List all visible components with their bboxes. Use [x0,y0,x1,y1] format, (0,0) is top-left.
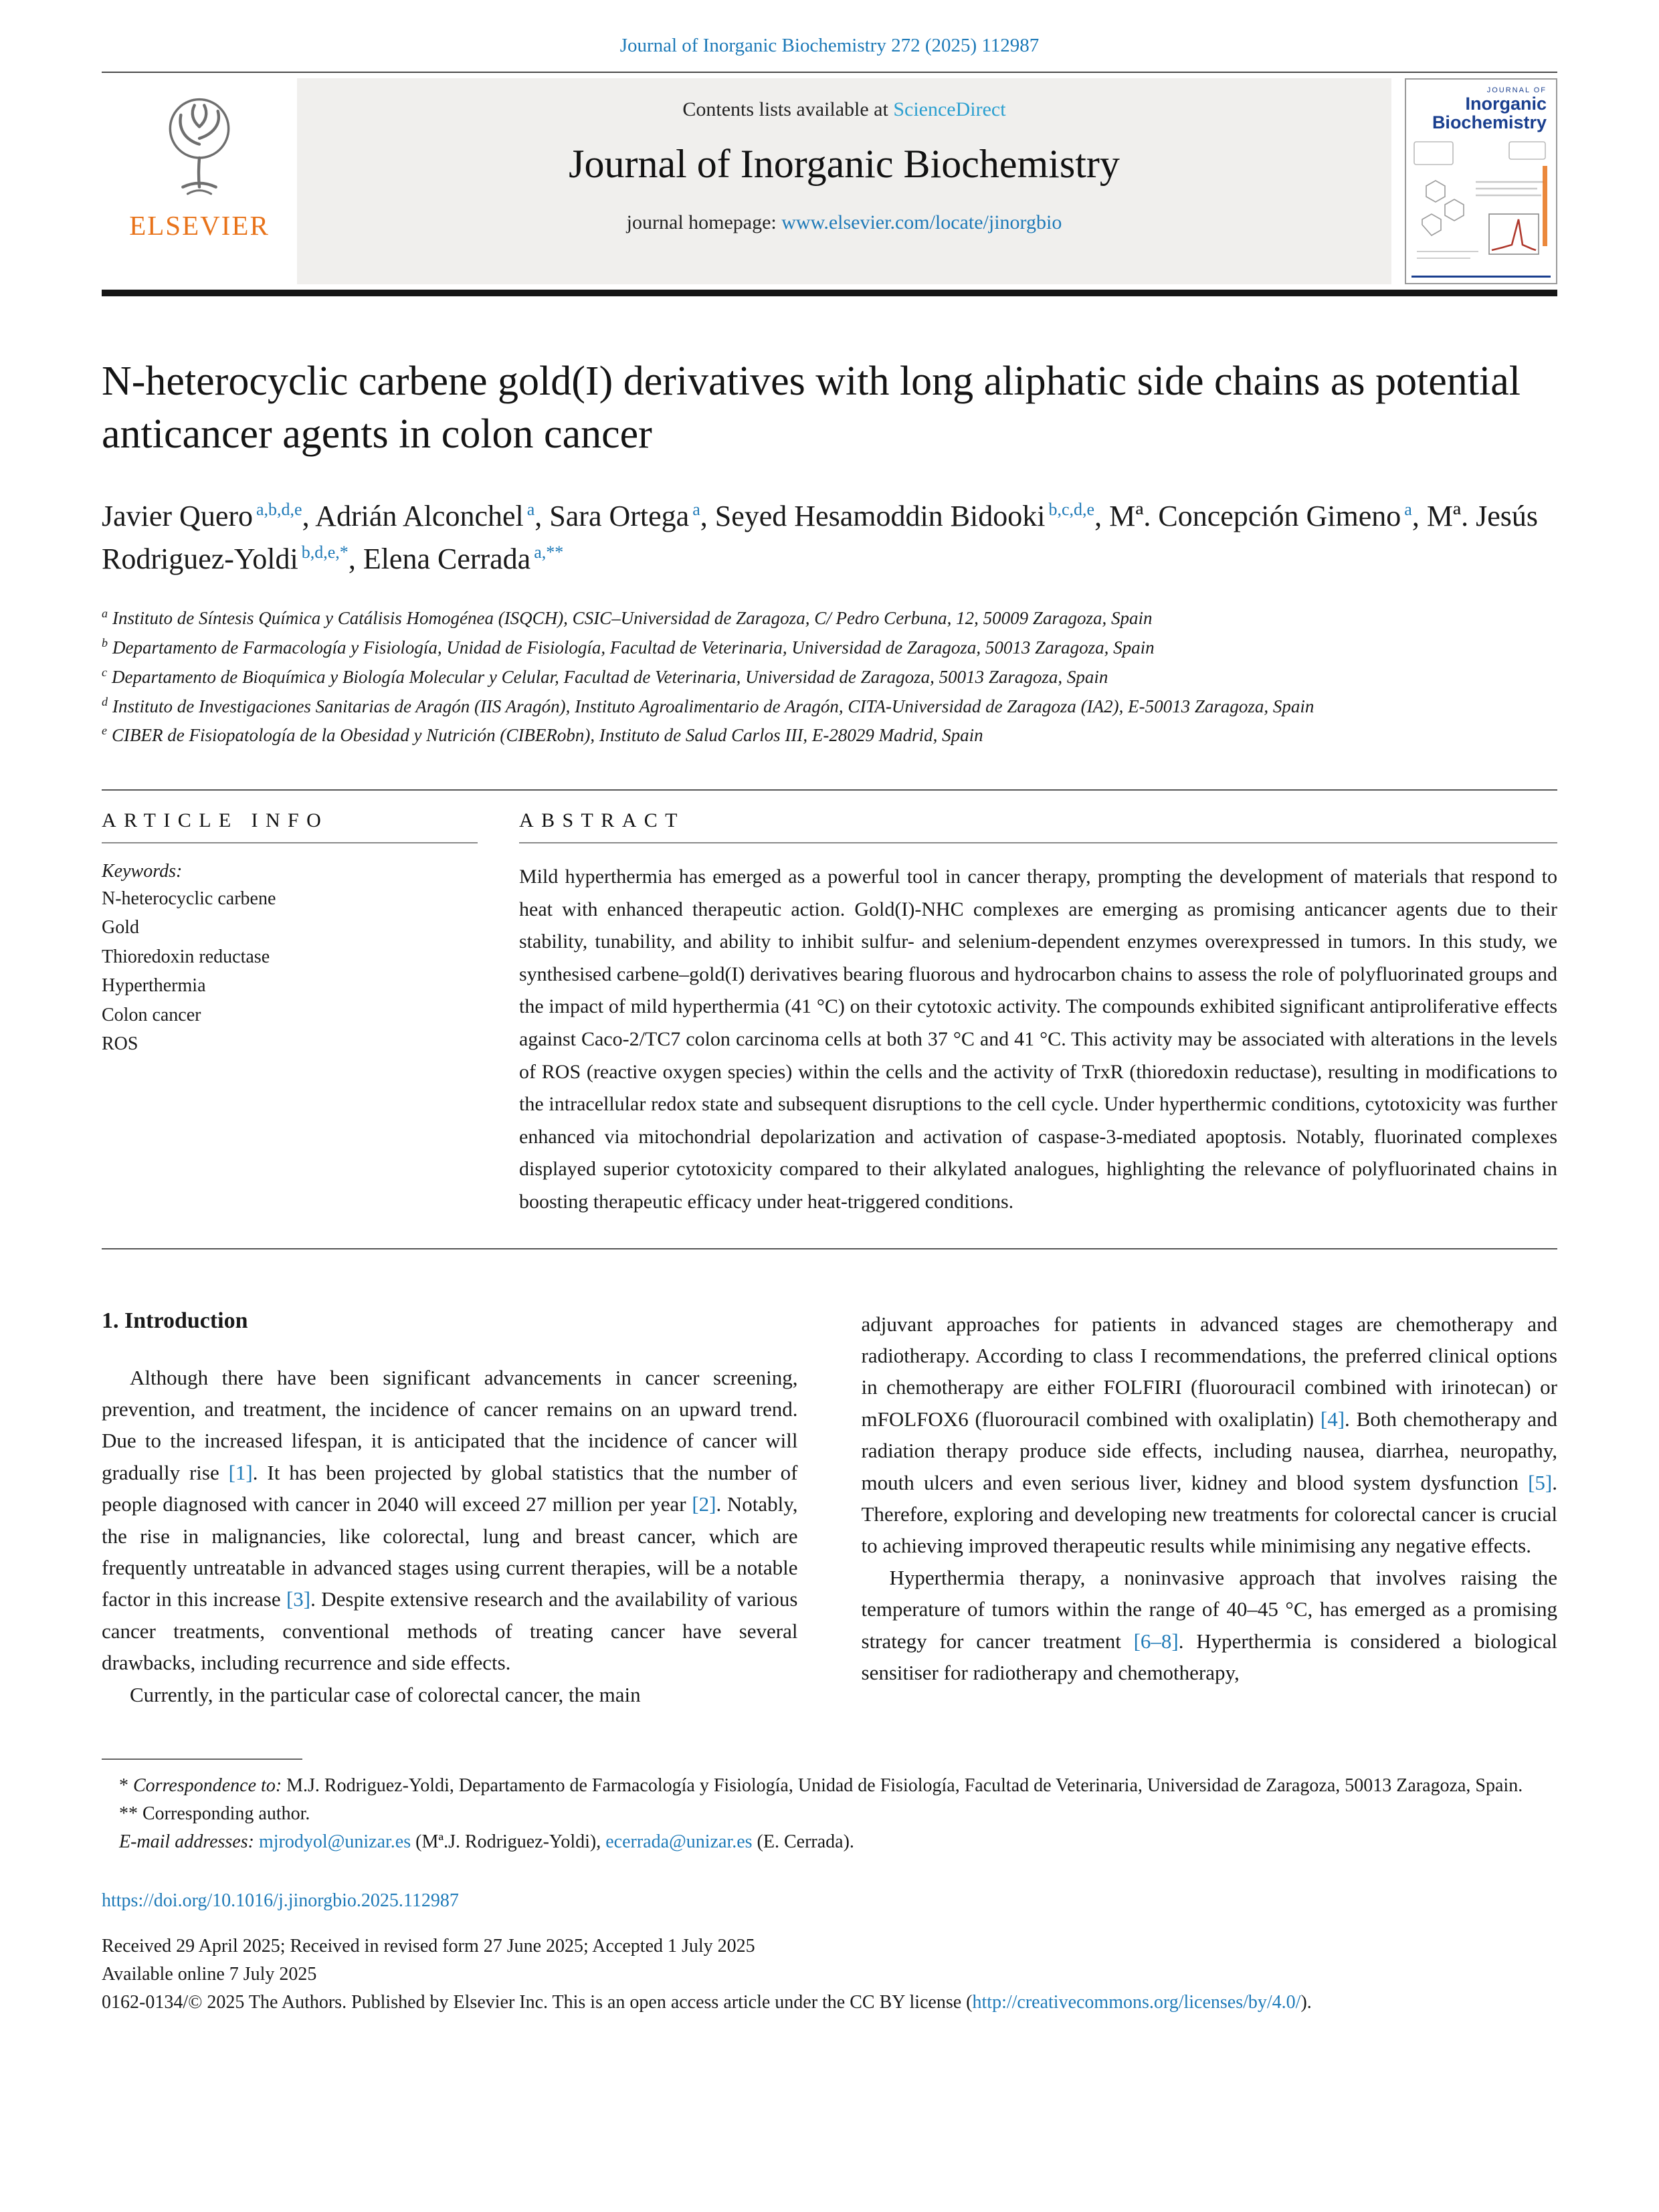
affiliation [102,663,1557,692]
inline-link[interactable]: ecerrada@unizar.es [605,1831,753,1853]
affiliation-text: Departamento de Bioquímica y Biología Molecular y Celular, Facultad de Veterinaria, Universidad de Zaragoza, 50013 Zaragoza, Spain [112,666,1108,687]
homepage-line [313,211,1375,234]
article-info-heading: ARTICLE INFO [102,809,478,843]
inline-link[interactable]: [3] [286,1587,311,1611]
text-run: . Despite extensive research and the availability of various cancer treatments, conventional methods of treating cancer have several drawbacks, including recurrence and side effects. [102,1587,798,1675]
text-run: M.J. Rodriguez-Yoldi, Departamento de Farmacología y Fisiología, Unidad de Fisiología, Facultad de Veterinaria, Universidad de Zaragoza, 50013 Zaragoza, Spain. [282,1775,1523,1797]
text-run: (E. Cerrada). [752,1831,854,1853]
journal-masthead [102,78,1557,284]
text-run: Currently, in the particular case of colorectal cancer, the main [130,1682,641,1706]
cover-title-line1: Inorganic [1465,94,1547,114]
sciencedirect-link[interactable]: ScienceDirect [893,98,1006,120]
author-affiliation-marker[interactable]: a [1404,500,1412,520]
keywords-list [102,884,478,1058]
affiliation-text: Departamento de Farmacología y Fisiología, Unidad de Fisiología, Facultad de Veterinaria, Universidad de Zaragoza, 50013 Zaragoza, Spain [112,637,1155,658]
text-run: . Notably, the rise in malignancies, like colorectal, lung and breast cancer, which are frequently untreatable in advanced stages using current therapies, will be a notable factor in this increase [102,1492,798,1611]
cover-art [1411,139,1551,274]
elsevier-logo[interactable] [102,78,297,284]
author-affiliation-marker[interactable]: b,c,d,e [1048,500,1095,520]
keyword: Hyperthermia [102,975,206,997]
body-column-left [102,1308,798,1711]
inline-link[interactable]: http://creativecommons.org/licenses/by/4.0/ [972,1992,1301,2013]
article-title: N-heterocyclic carbene gold(I) derivatives with long aliphatic side chains as potential anticancer agents in colon cancer [102,359,1521,458]
elsevier-tree-icon [146,88,253,208]
affiliation-text: Instituto de Investigaciones Sanitarias de Aragón (IIS Aragón), Instituto Agroalimentario de Aragón, CITA-Universidad de Zaragoza (IA2), E-50013 Zaragoza, Spain [112,696,1314,716]
cover-bottom-bar [1411,276,1551,278]
keyword: Gold [102,917,139,938]
correspondence-footnote [102,1772,1557,1800]
journal-cover-thumbnail[interactable] [1405,78,1557,284]
paragraph [862,1308,1558,1562]
corresponding-author-footnote [102,1800,1557,1828]
top-rule [102,72,1557,73]
text-run: . Hyperthermia is considered a biological sensitiser for radiotherapy and chemotherapy, [861,1629,1557,1685]
paragraph [102,1679,798,1710]
affiliation [102,721,1557,750]
text-run: . Therefore, exploring and developing new treatments for colorectal cancer is crucial to achieving improved therapeutic results while minimising any negative effects. [861,1470,1557,1558]
info-abstract-section [102,789,1557,1249]
author-affiliation-marker[interactable]: a,** [534,542,564,562]
available-online: Available online 7 July 2025 [102,1964,317,1985]
article-bottom-block [102,1887,1557,2017]
article-info-column [102,809,478,1219]
italic-label: E-mail addresses: [119,1831,254,1853]
affiliation-marker: c [102,665,107,679]
text-run: adjuvant approaches for patients in advanced stages are chemotherapy and radiotherapy. According to class I recommendations, the preferred clinical options in chemotherapy are either FOLFIRI (fluorouracil combined with irinotecan) or mFOLFOX6 (fluorouracil combined with oxaliplatin) [861,1312,1557,1431]
inline-link[interactable]: [6–8] [1133,1629,1179,1653]
elsevier-wordmark: ELSEVIER [129,210,270,241]
keyword: N-heterocyclic carbene [102,888,276,909]
text-run: Although there have been significant advancements in cancer screening, prevention, and treatment, the incidence of cancer remains on an upward trend. Due to the increased lifespan, it is anticipated that the incidence of cancer will gradually rise [102,1365,798,1484]
cover-title-line2: Biochemistry [1432,112,1547,133]
received-dates: Received 29 April 2025; Received in revised form 27 June 2025; Accepted 1 July 2025 [102,1936,755,1957]
author-affiliation-marker[interactable]: a [692,500,700,520]
paragraph [102,1362,798,1679]
inline-link[interactable]: [2] [692,1492,716,1516]
author-affiliation-marker[interactable]: a,b,d,e [256,500,302,520]
affiliation [102,604,1557,633]
author-list [102,495,1557,581]
footnotes [102,1772,1557,1856]
abstract-column [519,809,1557,1219]
masthead-center [297,78,1391,284]
masthead-divider-bar [102,290,1557,296]
footnote-rule [102,1758,302,1760]
body-columns [102,1308,1557,1711]
affiliation [102,692,1557,722]
affiliation-marker: d [102,694,108,708]
italic-label: Correspondence to: [133,1775,282,1797]
affiliation-marker: e [102,724,107,738]
inline-link[interactable]: [1] [228,1460,253,1484]
text-run: Javier Quero [102,499,254,532]
text-run: ). [1300,1992,1312,2013]
text-run: * [119,1775,133,1797]
keyword: Colon cancer [102,1004,201,1025]
cover-kicker: JOURNAL OF [1486,86,1547,94]
doi-link[interactable]: https://doi.org/10.1016/j.jinorgbio.2025.112987 [102,1890,459,1912]
left-column-paragraphs [102,1362,798,1711]
affiliation [102,633,1557,663]
affiliation-text: Instituto de Síntesis Química y Catálisis Homogénea (ISQCH), CSIC–Universidad de Zaragoza, C/ Pedro Cerbuna, 12, 50009 Zaragoza, Spain [112,608,1153,629]
text-run: . It has been projected by global statistics that the number of people diagnosed with cancer in 2040 will exceed 27 million per year [102,1460,798,1516]
text-run [254,1831,259,1852]
inline-link[interactable]: [5] [1528,1470,1553,1494]
copyright-line [102,1989,1557,2017]
text-run: 0162-0134/© 2025 The Authors. Published by Elsevier Inc. This is an open access article under the CC BY license ( [102,1992,973,2013]
running-head-citation[interactable]: Journal of Inorganic Biochemistry 272 (2025) 112987 [619,35,1040,56]
author-affiliation-marker[interactable]: b,d,e,* [301,542,349,562]
contents-line [313,98,1375,121]
text-run: , Sara Ortega [534,499,690,532]
keyword: Thioredoxin reductase [102,946,270,967]
text-run: (Mª.J. Rodriguez-Yoldi), [411,1831,606,1853]
keyword: ROS [102,1033,138,1054]
affiliation-list [102,604,1557,750]
affiliation-marker: b [102,636,108,650]
journal-title: Journal of Inorganic Biochemistry [569,142,1120,186]
text-run: , Mª. Jesús Rodriguez-Yoldi [102,499,1538,575]
section-heading-introduction: 1. Introduction [102,1308,248,1333]
text-run: , Adrián Alconchel [302,499,524,532]
homepage-prefix: journal homepage: [626,211,782,233]
affiliation-text: CIBER de Fisiopatología de la Obesidad y Nutrición (CIBERobn), Instituto de Salud Carlos III, E-28029 Madrid, Spain [112,725,983,746]
affiliation-marker: a [102,607,108,621]
body-column-right [862,1308,1558,1711]
contents-prefix: Contents lists available at [682,98,894,120]
text-run: , Mª. Concepción Gimeno [1094,499,1401,532]
right-column-paragraphs [862,1308,1558,1689]
text-run: . Both chemotherapy and radiation therapy produce side effects, including nausea, diarrhea, neuropathy, mouth ulcers and even serious liver, kidney and blood system dysfunction [861,1407,1557,1494]
inline-link[interactable]: [4] [1320,1407,1345,1431]
keywords-label: Keywords: [102,860,183,882]
text-run: , Seyed Hesamoddin Bidooki [700,499,1046,532]
text-run: Hyperthermia therapy, a noninvasive approach that involves raising the temperature of tumors within the range of 40–45 °C, has emerged as a promising strategy for cancer treatment [861,1565,1557,1653]
paragraph [862,1562,1558,1689]
abstract-text: Mild hyperthermia has emerged as a powerful tool in cancer therapy, prompting the development of materials that respond to heat with enhanced therapeutic action. Gold(I)-NHC complexes are emerging as promising anticancer agents due to their stability, tunability, and ability to inhibit sulfur- and selenium-dependent enzymes overexpressed in tumors. In this study, we synthesised carbene–gold(I) derivatives bearing fluorous and hydrocarbon chains to assess the role of polyfluorinated groups and the impact of mild hyperthermia (41 °C) on their cytotoxic activity. The compounds exhibited significant antiproliferative effects against Caco-2/TC7 colon carcinoma cells at both 37 °C and 41 °C. This activity may be associated with alterations in the levels of ROS (reactive oxygen species) within the cells and the activity of TrxR (thioredoxin reductase), resulting in modifications to the intracellular redox state and subsequent disruptions to the cell cycle. Under hyperthermic conditions, cytotoxicity was further enhanced via mitochondrial depolarization and activation of caspase-3-mediated apoptosis. Notably, fluorinated complexes displayed superior cytotoxicity compared to their alkylated analogues, highlighting the relevance of polyfluorinated chains in boosting therapeutic efficacy under heat-triggered conditions. [519,865,1557,1213]
journal-homepage-link[interactable]: www.elsevier.com/locate/jinorgbio [781,211,1062,233]
author-affiliation-marker[interactable]: a [526,500,535,520]
text-run: ** Corresponding author. [119,1803,310,1825]
abstract-heading: ABSTRACT [519,809,1557,843]
email-addresses-footnote [102,1828,1557,1856]
inline-link[interactable]: mjrodyol@unizar.es [258,1831,411,1853]
text-run: , Elena Cerrada [348,542,531,575]
